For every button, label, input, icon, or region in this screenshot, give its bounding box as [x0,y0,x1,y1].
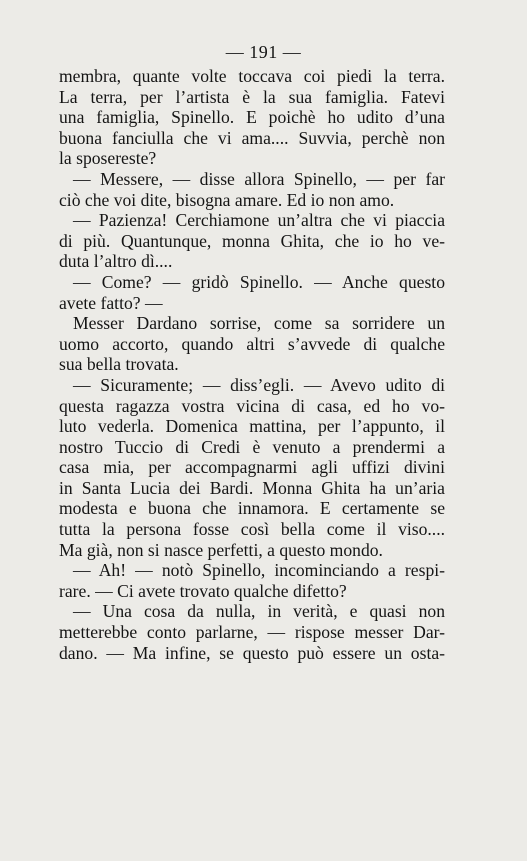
text-line: rare. — Ci avete trovato qualche difetto? [59,580,347,601]
text-line: — Sicuramente; — diss’egli. — Avevo udito di [73,374,445,395]
text-line: nostro Tuccio di Credi è venuto a prendermi a [59,436,445,457]
text-line: buona fanciulla che vi ama.... Suvvia, perchè non [59,127,445,148]
text-line: — Come? — gridò Spinello. — Anche questo [73,271,445,292]
text-line: dano. — Ma infine, se questo può essere un osta- [59,642,445,663]
text-line: casa mia, per accompagnarmi agli uffizi divini [59,457,445,478]
text-line: sua bella trovata. [59,354,179,375]
text-line: Messer Dardano sorrise, come sa sorridere un [73,313,445,334]
body-text [59,66,445,663]
text-line: — Ah! — notò Spinello, incominciando a respi- [73,560,445,581]
text-line: — Pazienza! Cerchiamone un’altra che vi piaccia [73,210,445,231]
page-number: — 191 — [225,42,302,62]
text-line: duta l’altro dì.... [59,251,173,272]
text-line: questa ragazza vostra vicina di casa, ed ho vo- [59,395,445,416]
text-line: Ma già, non si nasce perfetti, a questo mondo. [59,539,383,560]
text-line: avete fatto? — [59,292,163,313]
text-line: in Santa Lucia dei Bardi. Monna Ghita ha un’aria [59,477,445,498]
text-line: metterebbe conto parlarne, — rispose messer Dar- [59,622,445,643]
text-line: tutta la persona fosse così bella come il viso.... [59,519,445,540]
text-line: modesta e buona che innamora. E certamente se [59,498,445,519]
text-line: uomo accorto, quando altri s’avvede di qualche [59,333,445,354]
text-line: la sposereste? [59,148,157,169]
text-line: ciò che voi dite, bisogna amare. Ed io non amo. [59,189,395,210]
text-line: — Una cosa da nulla, in verità, e quasi non [73,601,445,622]
text-line: membra, quante volte toccava coi piedi la terra. [59,66,445,86]
text-line: La terra, per l’artista è la sua famiglia. Fatevi [59,86,445,107]
text-line: una famiglia, Spinello. E poichè ho udito d’una [59,107,445,128]
text-line: di più. Quantunque, monna Ghita, che io ho ve- [59,230,445,251]
text-line: — Messere, — disse allora Spinello, — per far [73,168,445,189]
text-line: luto vederla. Domenica mattina, per l’appunto, il [59,416,445,437]
